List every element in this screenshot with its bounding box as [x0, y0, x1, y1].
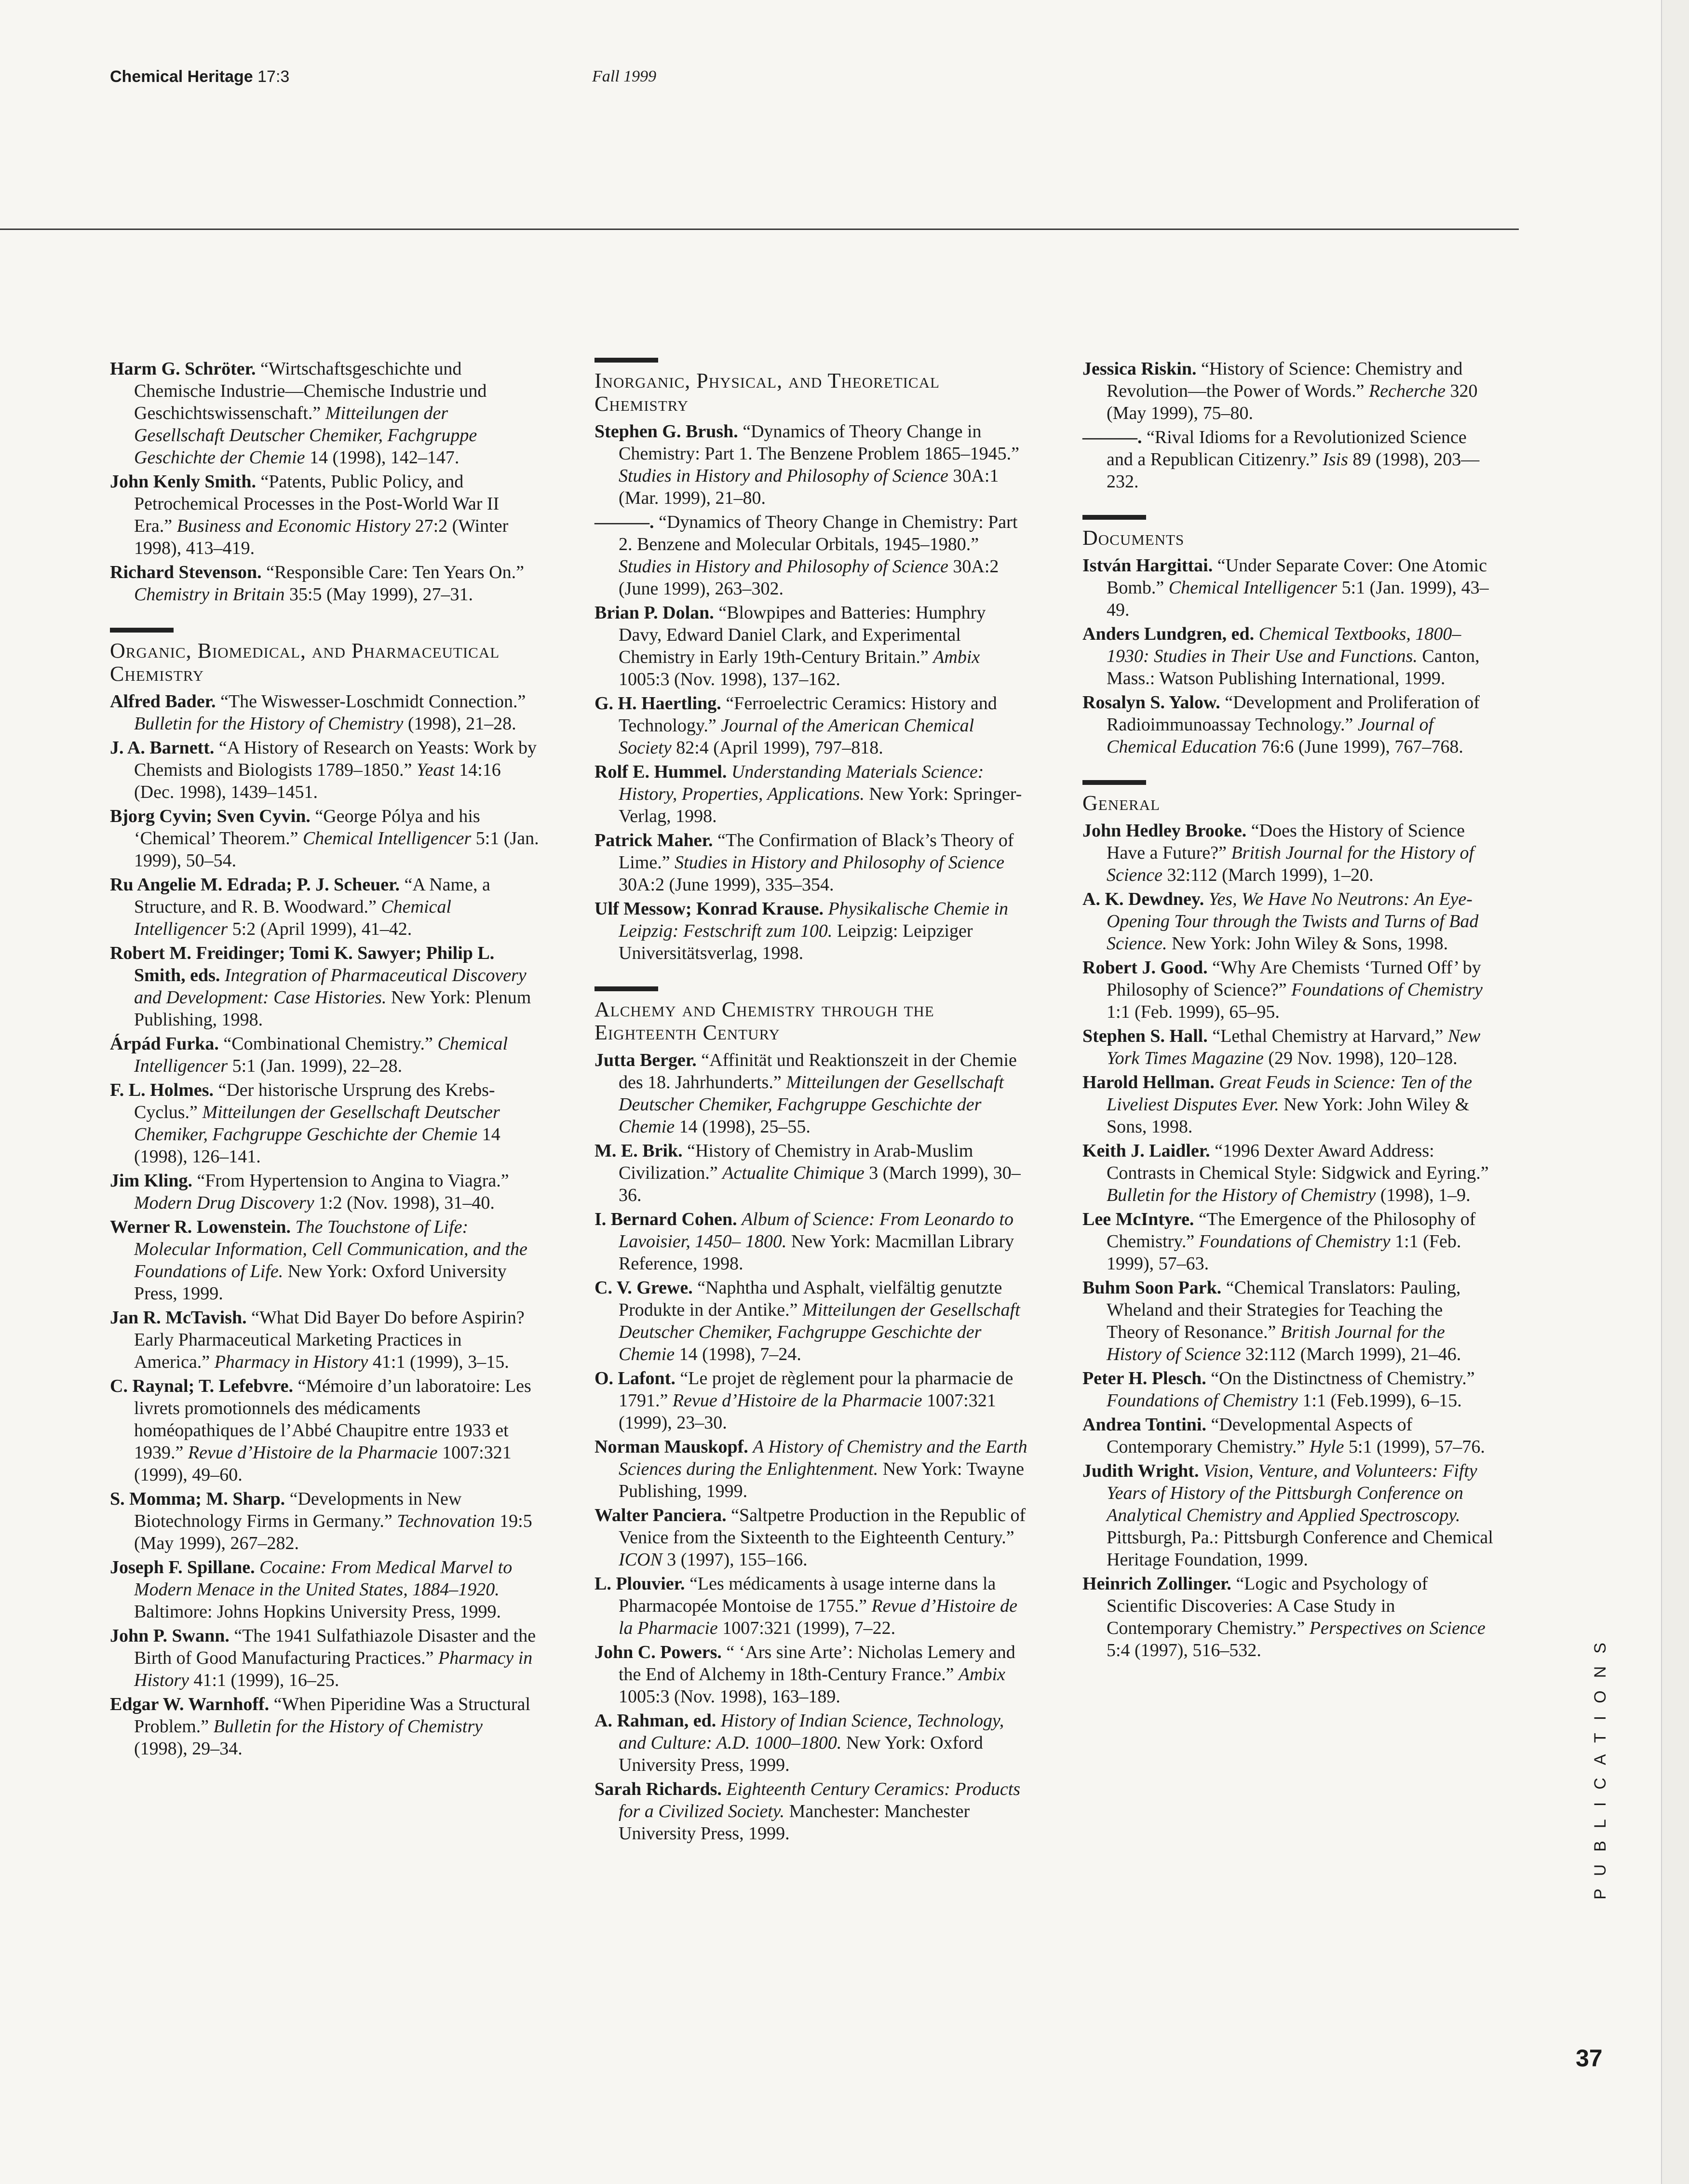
publication-title: Physikalische Chemie in Leipzig: Festschrift zum 100. [619, 899, 1009, 941]
citation-entry [1082, 1414, 1497, 1458]
section-title: Organic, Biomedical, and Pharmaceutical Chemistry [110, 639, 500, 686]
citation-entry [1082, 691, 1497, 758]
citation-entry [595, 761, 1028, 827]
author-name: Ulf Messow; Konrad Krause. [595, 899, 824, 919]
publication-details: 30A:2 (June 1999), 263–302. [619, 556, 999, 599]
author-name: Werner R. Lowenstein. [110, 1217, 291, 1237]
article-title: “ ‘Ars sine Arte’: Nicholas Lemery and the End of Alchemy in 18th-Century France.” [619, 1642, 1015, 1685]
publication-title: Foundations of Chemistry [1107, 1390, 1298, 1411]
publication-details: 35:5 (May 1999), 27–31. [289, 584, 473, 605]
publication-details: 5:4 (1997), 516–532. [1107, 1640, 1261, 1660]
citation-entry [110, 1079, 539, 1168]
article-title: “Does the History of Science Have a Future?” [1107, 821, 1465, 863]
publication-title: Modern Drug Discovery [134, 1193, 314, 1213]
article-title: “History of Chemistry in Arab-Muslim Civilization.” [619, 1141, 973, 1183]
publication-details: 1007:321 (1999), 23–30. [619, 1390, 996, 1433]
publication-title: ICON [619, 1550, 662, 1570]
citation-entry [110, 1170, 539, 1214]
publication-title: A History of Chemistry and the Earth Sciences during the Enlightenment. [619, 1437, 1027, 1479]
author-name: István Hargittai. [1082, 555, 1213, 576]
citation-entry [110, 358, 539, 469]
citation-entry [595, 692, 1028, 759]
publication-details: 32:112 (March 1999), 21–46. [1245, 1344, 1461, 1364]
publication-details: New York: John Wiley & Sons, 1998. [1107, 1094, 1470, 1137]
publication-details: 14 (1998), 142–147. [310, 447, 459, 468]
author-name: Heinrich Zollinger. [1082, 1574, 1231, 1594]
author-name: L. Plouvier. [595, 1574, 685, 1594]
article-title: “Developmental Aspects of Contemporary Chemistry.” [1107, 1415, 1413, 1457]
publication-details: (1998), 21–28. [407, 714, 516, 734]
article-title: “Logic and Psychology of Scientific Discoveries: A Case Study in Contemporary Chemistry.” [1107, 1574, 1428, 1638]
article-title: “History of Science: Chemistry and Revolution—the Power of Words.” [1107, 359, 1463, 401]
author-name: Andrea Tontini. [1082, 1415, 1206, 1435]
publication-details: 30A:2 (June 1999), 335–354. [619, 875, 834, 895]
publication-title: Chemical Intelligencer [1168, 578, 1338, 598]
publication-details: 30A:1 (Mar. 1999), 21–80. [619, 466, 999, 508]
section-bar [110, 628, 174, 633]
header-rule [0, 229, 1519, 230]
citation-entry [1082, 1277, 1497, 1365]
citation-entry [110, 1488, 539, 1554]
publication-title: Yeast [416, 760, 455, 780]
article-title: “A History of Research on Yeasts: Work by Chemists and Biologists 1789–1850.” [134, 738, 537, 780]
article-title: “On the Distinctness of Chemistry.” [1211, 1368, 1475, 1389]
publication-title: Understanding Materials Science: History, Properties, Applications. [619, 762, 984, 804]
author-name: John C. Powers. [595, 1642, 722, 1662]
author-name: O. Lafont. [595, 1368, 676, 1389]
section-bar [1082, 780, 1146, 785]
citation-entry [1082, 1573, 1497, 1661]
publication-title: Actualite Chimique [722, 1163, 865, 1183]
publication-title: Great Feuds in Science: Ten of the Liveliest Disputes Ever. [1107, 1072, 1473, 1115]
column-1 [110, 358, 539, 1762]
author-name: Árpád Furka. [110, 1034, 219, 1054]
article-title: “Developments in New Biotechnology Firms in Germany.” [134, 1489, 462, 1531]
author-name: C. Raynal; T. Lefebvre. [110, 1376, 293, 1396]
citation-entry [595, 1277, 1028, 1365]
journal-name: Chemical Heritage [110, 67, 253, 86]
publication-title: Studies in History and Philosophy of Science [619, 466, 948, 486]
publication-details: 1:1 (Feb. 1999), 65–95. [1107, 1002, 1280, 1022]
section-bar [595, 986, 658, 991]
section-title: Documents [1082, 526, 1185, 550]
publication-details: 1:2 (Nov. 1998), 31–40. [319, 1193, 495, 1213]
section-bar [595, 358, 658, 363]
publication-title: Revue d’Histoire de la Pharmacie [188, 1443, 438, 1463]
citation-entry [1082, 957, 1497, 1023]
publication-title: Journal of Chemical Education [1107, 715, 1434, 757]
article-title: “Der historische Ursprung des Krebs-Cyclus.” [134, 1080, 495, 1122]
author-name: I. Bernard Cohen. [595, 1209, 737, 1229]
publication-details: 32:112 (March 1999), 1–20. [1167, 865, 1374, 885]
article-title: “Mémoire d’un laboratoire: Les livrets promotionnels des médicaments homéopathiques de l’Abbé Chaupitre entre 1933 et 1939.” [134, 1376, 531, 1463]
citation-entry [1082, 426, 1497, 493]
author-name: Patrick Maher. [595, 830, 713, 850]
author-name: Harm G. Schröter. [110, 359, 256, 379]
author-name: Jim Kling. [110, 1171, 193, 1191]
author-name: ———. [595, 512, 654, 532]
citation-entry [595, 1641, 1028, 1708]
citation-entry [110, 561, 539, 606]
author-name: John Hedley Brooke. [1082, 821, 1247, 841]
citation-entry [595, 829, 1028, 896]
publication-title: Ambix [933, 647, 980, 667]
publication-details: 5:2 (April 1999), 41–42. [232, 919, 412, 939]
article-title: “Affinität und Reaktionszeit in der Chemie des 18. Jahrhunderts.” [619, 1050, 1017, 1092]
running-header [110, 67, 289, 86]
author-name: Anders Lundgren, ed. [1082, 624, 1255, 644]
publication-details: 1005:3 (Nov. 1998), 163–189. [619, 1686, 840, 1707]
publication-details: 14 (1998), 126–141. [134, 1124, 500, 1167]
article-title: “Le projet de règlement pour la pharmacie de 1791.” [619, 1368, 1013, 1411]
citation-entry [110, 1693, 539, 1760]
page-edge [1661, 0, 1689, 2184]
publication-details: 82:4 (April 1999), 797–818. [676, 738, 883, 758]
publication-details: (29 Nov. 1998), 120–128. [1268, 1048, 1458, 1068]
issue-season: Fall 1999 [592, 67, 657, 85]
publication-details: 3 (March 1999), 30–36. [619, 1163, 1021, 1205]
author-name: Alfred Bader. [110, 691, 216, 712]
citation-entry [110, 1375, 539, 1486]
publication-title: Integration of Pharmaceutical Discovery and Development: Case Histories. [134, 965, 527, 1008]
publication-details: New York: Oxford University Press, 1999. [134, 1261, 507, 1304]
section-heading [110, 628, 539, 686]
citation-entry [1082, 554, 1497, 621]
author-name: John P. Swann. [110, 1626, 230, 1646]
publication-title: Studies in History and Philosophy of Science [619, 556, 948, 577]
author-name: John Kenly Smith. [110, 472, 257, 492]
citation-entry [595, 1504, 1028, 1571]
publication-title: Chemical Intelligencer [134, 897, 451, 939]
author-name: ———. [1082, 427, 1142, 447]
citation-entry [1082, 1025, 1497, 1069]
citation-entry [595, 1778, 1028, 1845]
section-side-label: PUBLICATIONS [1591, 1630, 1609, 1900]
author-name: Jessica Riskin. [1082, 359, 1197, 379]
citation-entry [110, 690, 539, 735]
publication-title: Revue d’Histoire de la Pharmacie [672, 1390, 922, 1411]
publication-details: New York: Springer-Verlag, 1998. [619, 784, 1022, 826]
article-title: “1996 Dexter Award Address: Contrasts in Chemical Style: Sidgwick and Eyring.” [1107, 1141, 1489, 1183]
publication-title: Foundations of Chemistry [1199, 1231, 1391, 1252]
citation-entry [595, 1367, 1028, 1434]
author-name: Richard Stevenson. [110, 562, 262, 582]
publication-details: 14 (1998), 25–55. [679, 1117, 811, 1137]
citation-entry [110, 1556, 539, 1623]
article-title: “Saltpetre Production in the Republic of Venice from the Sixteenth to the Eighteenth Century.” [619, 1505, 1026, 1548]
article-title: “What Did Bayer Do before Aspirin? Early Pharmaceutical Marketing Practices in America.” [134, 1308, 525, 1372]
publication-title: Chemical Textbooks, 1800–1930: Studies in Their Use and Functions. [1107, 624, 1461, 666]
author-name: Sarah Richards. [595, 1779, 722, 1799]
citation-entry [1082, 820, 1497, 886]
publication-title: Chemical Intelligencer [302, 828, 472, 849]
publication-title: Cocaine: From Medical Marvel to Modern Menace in the United States, 1884–1920. [134, 1557, 513, 1600]
author-name: Buhm Soon Park. [1082, 1278, 1222, 1298]
article-title: “Chemical Translators: Pauling, Wheland and their Strategies for Teaching the Theory of Resonance.” [1107, 1278, 1461, 1342]
citation-entry [595, 1140, 1028, 1206]
author-name: S. Momma; M. Sharp. [110, 1489, 285, 1509]
publication-details: 320 (May 1999), 75–80. [1107, 381, 1478, 423]
citation-entry [595, 1573, 1028, 1639]
publication-title: Chemical Intelligencer [134, 1034, 508, 1076]
article-title: “Why Are Chemists ‘Turned Off’ by Philosophy of Science?” [1107, 957, 1481, 1000]
citation-entry [110, 1625, 539, 1691]
publication-title: Mitteilungen der Gesellschaft Deutscher Chemiker, Fachgruppe Geschichte der Chemie [134, 1102, 500, 1145]
author-name: A. K. Dewdney. [1082, 889, 1204, 909]
publication-title: Technovation [397, 1511, 495, 1531]
publication-title: Pharmacy in History [214, 1352, 368, 1372]
publication-title: Hyle [1309, 1437, 1344, 1457]
publication-title: Studies in History and Philosophy of Science [675, 852, 1004, 873]
publication-title: Bulletin for the History of Chemistry [1107, 1185, 1376, 1205]
publication-details: 41:1 (1999), 16–25. [193, 1670, 339, 1690]
column-3 [1082, 358, 1497, 1663]
publication-details: 5:1 (Jan. 1999), 43–49. [1107, 578, 1489, 620]
publication-details: New York: Twayne Publishing, 1999. [619, 1459, 1024, 1501]
article-title: “Patents, Public Policy, and Petrochemical Processes in the Post-World War II Era.” [134, 472, 500, 536]
author-name: J. A. Barnett. [110, 738, 215, 758]
article-title: “Dynamics of Theory Change in Chemistry: Part 1. The Benzene Problem 1865–1945.” [619, 421, 1019, 464]
author-name: F. L. Holmes. [110, 1080, 214, 1100]
publication-details: 27:2 (Winter 1998), 413–419. [134, 516, 509, 558]
author-name: Jutta Berger. [595, 1050, 697, 1070]
publication-details: Pittsburgh, Pa.: Pittsburgh Conference and Chemical Heritage Foundation, 1999. [1107, 1527, 1493, 1570]
publication-details: Baltimore: Johns Hopkins University Press, 1999. [134, 1602, 501, 1622]
author-name: Lee McIntyre. [1082, 1209, 1194, 1229]
citation-entry [1082, 1460, 1497, 1571]
publication-details: New York: Macmillan Library Reference, 1998. [619, 1231, 1014, 1274]
author-name: Stephen G. Brush. [595, 421, 738, 442]
citation-entry [595, 511, 1028, 600]
article-title: “Development and Proliferation of Radioimmunoassay Technology.” [1107, 692, 1480, 735]
citation-entry [110, 737, 539, 803]
citation-entry [110, 1216, 539, 1305]
section-title: General [1082, 791, 1161, 815]
citation-entry [1082, 888, 1497, 955]
article-title: “The Wiswesser-Loschmidt Connection.” [220, 691, 526, 712]
author-name: Edgar W. Warnhoff. [110, 1694, 270, 1714]
publication-title: Yes, We Have No Neutrons: An Eye-Opening Tour through the Twists and Turns of Bad Science. [1107, 889, 1479, 954]
section-bar [1082, 515, 1146, 520]
section-heading [1082, 515, 1497, 550]
article-title: “Wirtschaftsgeschichte und Chemische Industrie—Chemische Industrie und Geschichtswissenschaft.” [134, 359, 487, 423]
show-through-background [53, 99, 1591, 263]
author-name: A. Rahman, ed. [595, 1711, 716, 1731]
citation-entry [110, 471, 539, 559]
section-title: Alchemy and Chemistry through the Eighteenth Century [595, 998, 934, 1044]
citation-entry [1082, 1071, 1497, 1138]
publication-details: Canton, Mass.: Watson Publishing International, 1999. [1107, 646, 1480, 688]
section-heading [595, 986, 1028, 1044]
article-title: “When Piperidine Was a Structural Problem.” [134, 1694, 530, 1737]
citation-entry [595, 1436, 1028, 1502]
publication-title: Foundations of Chemistry [1291, 980, 1483, 1000]
author-name: Ru Angelie M. Edrada; P. J. Scheuer. [110, 875, 400, 895]
citation-entry [595, 420, 1028, 509]
publication-title: Recherche [1369, 381, 1446, 401]
publication-details: 1:1 (Feb. 1999), 57–63. [1107, 1231, 1461, 1274]
publication-title: Pharmacy in History [134, 1648, 533, 1690]
article-title: “Ferroelectric Ceramics: History and Technology.” [619, 693, 997, 736]
citation-entry [1082, 358, 1497, 424]
publication-details: 1005:3 (Nov. 1998), 137–162. [619, 669, 840, 689]
article-title: “Combinational Chemistry.” [223, 1034, 433, 1054]
article-title: “George Pólya and his ‘Chemical’ Theorem.” [134, 806, 480, 849]
article-title: “A Name, a Structure, and R. B. Woodward.” [134, 875, 490, 917]
publication-title: Album of Science: From Leonardo to Lavoisier, 1450– 1800. [619, 1209, 1013, 1252]
publication-details: 89 (1998), 203—232. [1107, 449, 1480, 492]
author-name: Rosalyn S. Yalow. [1082, 692, 1220, 713]
article-title: “The Emergence of the Philosophy of Chemistry.” [1107, 1209, 1476, 1252]
author-name: Rolf E. Hummel. [595, 762, 727, 782]
publication-title: British Journal for the History of Science [1107, 843, 1474, 885]
article-title: “Under Separate Cover: One Atomic Bomb.” [1107, 555, 1487, 598]
author-name: Norman Mauskopf. [595, 1437, 748, 1457]
author-name: Brian P. Dolan. [595, 603, 714, 623]
article-title: “The Confirmation of Black’s Theory of Lime.” [619, 830, 1014, 873]
article-title: “Dynamics of Theory Change in Chemistry: Part 2. Benzene and Molecular Orbitals, 1945–1980.” [619, 512, 1018, 554]
publication-title: Revue d’Histoire de la Pharmacie [619, 1596, 1017, 1638]
publication-details: 76:6 (June 1999), 767–768. [1261, 737, 1463, 757]
citation-entry [1082, 1367, 1497, 1412]
publication-details: 1007:321 (1999), 49–60. [134, 1443, 512, 1485]
page-number: 37 [1576, 2045, 1603, 2072]
publication-details: (1998), 29–34. [134, 1739, 243, 1759]
publication-details: New York: Oxford University Press, 1999. [619, 1733, 983, 1775]
publication-details: 1:1 (Feb.1999), 6–15. [1302, 1390, 1462, 1411]
author-name: Robert M. Freidinger; Tomi K. Sawyer; Philip L. Smith, eds. [110, 943, 495, 985]
article-title: “Responsible Care: Ten Years On.” [266, 562, 524, 582]
author-name: Keith J. Laidler. [1082, 1141, 1210, 1161]
section-heading [1082, 780, 1497, 815]
publication-details: 5:1 (Jan. 1999), 50–54. [134, 828, 539, 871]
citation-entry [595, 1208, 1028, 1275]
author-name: Peter H. Plesch. [1082, 1368, 1206, 1389]
author-name: Jan R. McTavish. [110, 1308, 247, 1328]
publication-title: New York Times Magazine [1107, 1026, 1481, 1068]
publication-title: Perspectives on Science [1309, 1618, 1486, 1638]
citation-entry [1082, 623, 1497, 689]
publication-details: 5:1 (1999), 57–76. [1348, 1437, 1485, 1457]
citation-entry [1082, 1140, 1497, 1206]
publication-details: 14:16 (Dec. 1998), 1439–1451. [134, 760, 501, 802]
publication-title: Bulletin for the History of Chemistry [213, 1716, 483, 1737]
article-title: “Lethal Chemistry at Harvard,” [1212, 1026, 1444, 1046]
article-title: “Les médicaments à usage interne dans la Pharmacopée Montoise de 1755.” [619, 1574, 996, 1616]
article-title: “From Hypertension to Angina to Viagra.” [197, 1171, 509, 1191]
publication-title: Bulletin for the History of Chemistry [134, 714, 404, 734]
section-title: Inorganic, Physical, and Theoretical Chemistry [595, 369, 940, 416]
author-name: Bjorg Cyvin; Sven Cyvin. [110, 806, 311, 826]
publication-details: Leipzig: Leipziger Universitätsverlag, 1998. [619, 921, 973, 963]
publication-details: New York: John Wiley & Sons, 1998. [1172, 933, 1448, 954]
author-name: Walter Panciera. [595, 1505, 727, 1525]
publication-details: Manchester: Manchester University Press, 1999. [619, 1801, 970, 1844]
article-title: “The 1941 Sulfathiazole Disaster and the Birth of Good Manufacturing Practices.” [134, 1626, 536, 1668]
article-title: “Rival Idioms for a Revolutionized Science and a Republican Citizenry.” [1107, 427, 1467, 470]
citation-entry [595, 1710, 1028, 1776]
publication-details: 19:5 (May 1999), 267–282. [134, 1511, 532, 1553]
citation-entry [110, 942, 539, 1031]
publication-title: British Journal for the History of Science [1107, 1322, 1445, 1364]
publication-details: New York: Plenum Publishing, 1998. [134, 987, 531, 1030]
citation-entry [110, 1307, 539, 1373]
publication-title: Journal of the American Chemical Society [619, 715, 974, 758]
author-name: Robert J. Good. [1082, 957, 1208, 978]
citation-entry [110, 805, 539, 872]
section-heading [595, 358, 1028, 416]
author-name: Stephen S. Hall. [1082, 1026, 1208, 1046]
publication-title: History of Indian Science, Technology, and Culture: A.D. 1000–1800. [619, 1711, 1004, 1753]
author-name: Judith Wright. [1082, 1461, 1199, 1481]
publication-title: Mitteilungen der Gesellschaft Deutscher Chemiker, Fachgruppe Geschichte der Chemie [619, 1300, 1020, 1364]
publication-title: Ambix [958, 1664, 1006, 1685]
citation-entry [1082, 1208, 1497, 1275]
citation-entry [110, 1033, 539, 1077]
publication-details: 3 (1997), 155–166. [667, 1550, 808, 1570]
author-name: Joseph F. Spillane. [110, 1557, 255, 1577]
article-title: “Naphtha und Asphalt, vielfältig genutzte Produkte in der Antike.” [619, 1278, 1002, 1320]
author-name: M. E. Brik. [595, 1141, 683, 1161]
publication-title: Mitteilungen der Gesellschaft Deutscher Chemiker, Fachgruppe Geschichte der Chemie [619, 1072, 1004, 1137]
publication-title: The Touchstone of Life: Molecular Information, Cell Communication, and the Foundations of Life. [134, 1217, 527, 1281]
publication-title: Eighteenth Century Ceramics: Products for a Civilized Society. [619, 1779, 1021, 1821]
column-2 [595, 358, 1028, 1847]
publication-title: Isis [1323, 449, 1348, 470]
publication-title: Mitteilungen der Gesellschaft Deutscher Chemiker, Fachgruppe Geschichte der Chemie [134, 403, 477, 468]
publication-title: Business and Economic History [176, 516, 411, 536]
citation-entry [595, 602, 1028, 690]
author-name: Harold Hellman. [1082, 1072, 1215, 1092]
publication-details: 14 (1998), 7–24. [679, 1344, 801, 1364]
publication-details: 5:1 (Jan. 1999), 22–28. [232, 1056, 403, 1076]
publication-details: 41:1 (1999), 3–15. [372, 1352, 509, 1372]
article-title: “Blowpipes and Batteries: Humphry Davy, Edward Daniel Clark, and Experimental Chemistry in Early 19th-Century Britain.” [619, 603, 986, 667]
publication-title: Vision, Venture, and Volunteers: Fifty Years of History of the Pittsburgh Conference on Analytical Chemistry and Applied Spectroscopy. [1107, 1461, 1477, 1525]
publication-title: Chemistry in Britain [134, 584, 285, 605]
author-name: C. V. Grewe. [595, 1278, 693, 1298]
citation-entry [595, 898, 1028, 964]
publication-details: (1998), 1–9. [1380, 1185, 1471, 1205]
citation-entry [110, 874, 539, 940]
author-name: G. H. Haertling. [595, 693, 721, 714]
citation-entry [595, 1049, 1028, 1138]
publication-details: 1007:321 (1999), 7–22. [722, 1618, 896, 1638]
issue-number: 17:3 [257, 67, 290, 86]
